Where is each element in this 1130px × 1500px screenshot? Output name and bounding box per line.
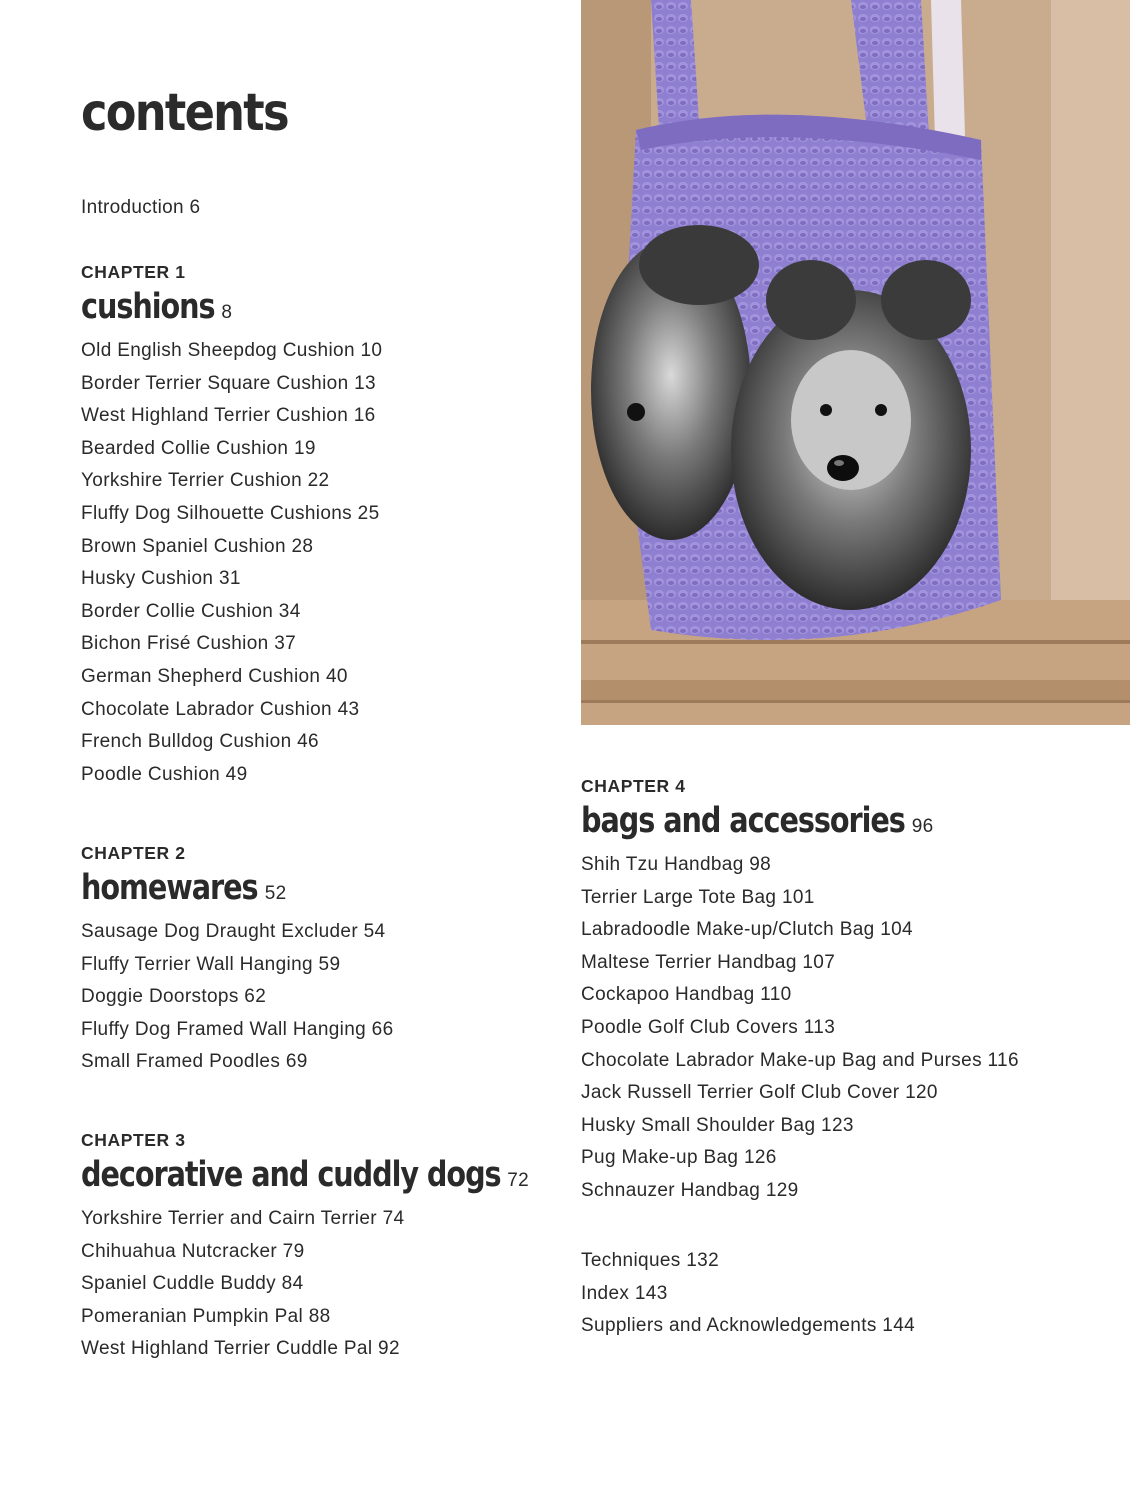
toc-entry[interactable]: Chocolate Labrador Cushion 43 <box>81 698 360 720</box>
chapter-heading[interactable] <box>81 866 394 910</box>
toc-entry[interactable]: Small Framed Poodles 69 <box>81 1051 308 1073</box>
crochet-bag-illustration <box>581 0 1130 725</box>
toc-entry-index[interactable]: Index 143 <box>581 1282 668 1304</box>
toc-entry[interactable]: Bichon Frisé Cushion 37 <box>81 633 297 655</box>
toc-entry[interactable]: Maltese Terrier Handbag 107 <box>581 951 836 973</box>
chapter-label: CHAPTER 3 <box>81 1130 186 1150</box>
chapter-item-list <box>81 916 394 1079</box>
chapter-page-number: 8 <box>221 302 233 323</box>
chapter-title: homewares <box>81 868 258 908</box>
chapter-title: decorative and cuddly dogs <box>81 1155 501 1195</box>
chapter-label: CHAPTER 4 <box>581 776 686 796</box>
chapter-heading[interactable] <box>81 1153 529 1197</box>
toc-entry[interactable]: Fluffy Dog Framed Wall Hanging 66 <box>81 1018 394 1040</box>
toc-entry[interactable]: Pomeranian Pumpkin Pal 88 <box>81 1305 331 1327</box>
toc-entry[interactable]: Terrier Large Tote Bag 101 <box>581 886 815 908</box>
toc-entry[interactable]: Spaniel Cuddle Buddy 84 <box>81 1273 304 1295</box>
chapter-page-number: 96 <box>911 816 934 837</box>
toc-entry[interactable]: Doggie Doorstops 62 <box>81 986 267 1008</box>
chapter-4 <box>581 775 1019 1208</box>
toc-entry-techniques[interactable]: Techniques 132 <box>581 1250 720 1271</box>
end-matter-list <box>581 1245 915 1343</box>
chapter-heading[interactable] <box>81 285 382 329</box>
toc-entry[interactable]: Border Collie Cushion 34 <box>81 600 301 622</box>
toc-entry[interactable]: Pug Make-up Bag 126 <box>581 1147 777 1169</box>
chapter-item-list <box>81 335 382 791</box>
toc-entry[interactable]: Chocolate Labrador Make-up Bag and Purses 116 <box>581 1049 1019 1071</box>
toc-entry[interactable]: Brown Spaniel Cushion 28 <box>81 535 314 557</box>
chapter-title: cushions <box>81 287 215 327</box>
cover-photo-crochet-bag <box>581 0 1130 725</box>
chapter-page-number: 72 <box>507 1170 529 1191</box>
toc-entry[interactable]: Fluffy Terrier Wall Hanging 59 <box>81 953 341 975</box>
toc-entry-introduction[interactable]: Introduction 6 <box>81 197 201 218</box>
toc-entry[interactable]: French Bulldog Cushion 46 <box>81 731 319 753</box>
toc-entry[interactable]: Shih Tzu Handbag 98 <box>581 854 772 875</box>
toc-entry[interactable]: Old English Sheepdog Cushion 10 <box>81 340 383 361</box>
chapter-1 <box>81 261 382 791</box>
toc-entry[interactable]: Fluffy Dog Silhouette Cushions 25 <box>81 502 380 524</box>
toc-entry[interactable]: Poodle Golf Club Covers 113 <box>581 1016 836 1038</box>
chapter-title: bags and accessories <box>581 801 905 841</box>
page-title: contents <box>81 83 288 143</box>
toc-entry[interactable]: Sausage Dog Draught Excluder 54 <box>81 921 386 942</box>
toc-entry-suppliers[interactable]: Suppliers and Acknowledgements 144 <box>581 1315 916 1337</box>
chapter-2 <box>81 842 394 1079</box>
toc-entry[interactable]: Cockapoo Handbag 110 <box>581 984 792 1006</box>
chapter-page-number: 52 <box>264 883 287 904</box>
toc-entry[interactable]: Labradoodle Make-up/Clutch Bag 104 <box>581 919 913 941</box>
toc-entry[interactable]: Jack Russell Terrier Golf Club Cover 120 <box>581 1082 938 1104</box>
chapter-label: CHAPTER 2 <box>81 843 186 863</box>
chapter-item-list <box>81 1203 529 1366</box>
toc-entry[interactable]: Poodle Cushion 49 <box>81 763 248 785</box>
toc-entry[interactable]: German Shepherd Cushion 40 <box>81 665 348 687</box>
chapter-3 <box>81 1129 529 1366</box>
chapter-heading[interactable] <box>581 799 1019 843</box>
toc-entry[interactable]: Yorkshire Terrier and Cairn Terrier 74 <box>81 1208 405 1229</box>
toc-entry[interactable]: Husky Small Shoulder Bag 123 <box>581 1114 854 1136</box>
toc-entry[interactable]: West Highland Terrier Cushion 16 <box>81 405 376 427</box>
toc-entry[interactable]: Husky Cushion 31 <box>81 568 241 590</box>
chapter-label: CHAPTER 1 <box>81 262 186 282</box>
toc-entry[interactable]: Yorkshire Terrier Cushion 22 <box>81 470 330 492</box>
toc-entry[interactable]: West Highland Terrier Cuddle Pal 92 <box>81 1338 400 1360</box>
toc-entry[interactable]: Border Terrier Square Cushion 13 <box>81 372 376 394</box>
toc-entry[interactable]: Bearded Collie Cushion 19 <box>81 437 316 459</box>
chapter-item-list <box>581 849 1019 1208</box>
toc-entry[interactable]: Schnauzer Handbag 129 <box>581 1179 799 1201</box>
toc-entry[interactable]: Chihuahua Nutcracker 79 <box>81 1240 305 1262</box>
